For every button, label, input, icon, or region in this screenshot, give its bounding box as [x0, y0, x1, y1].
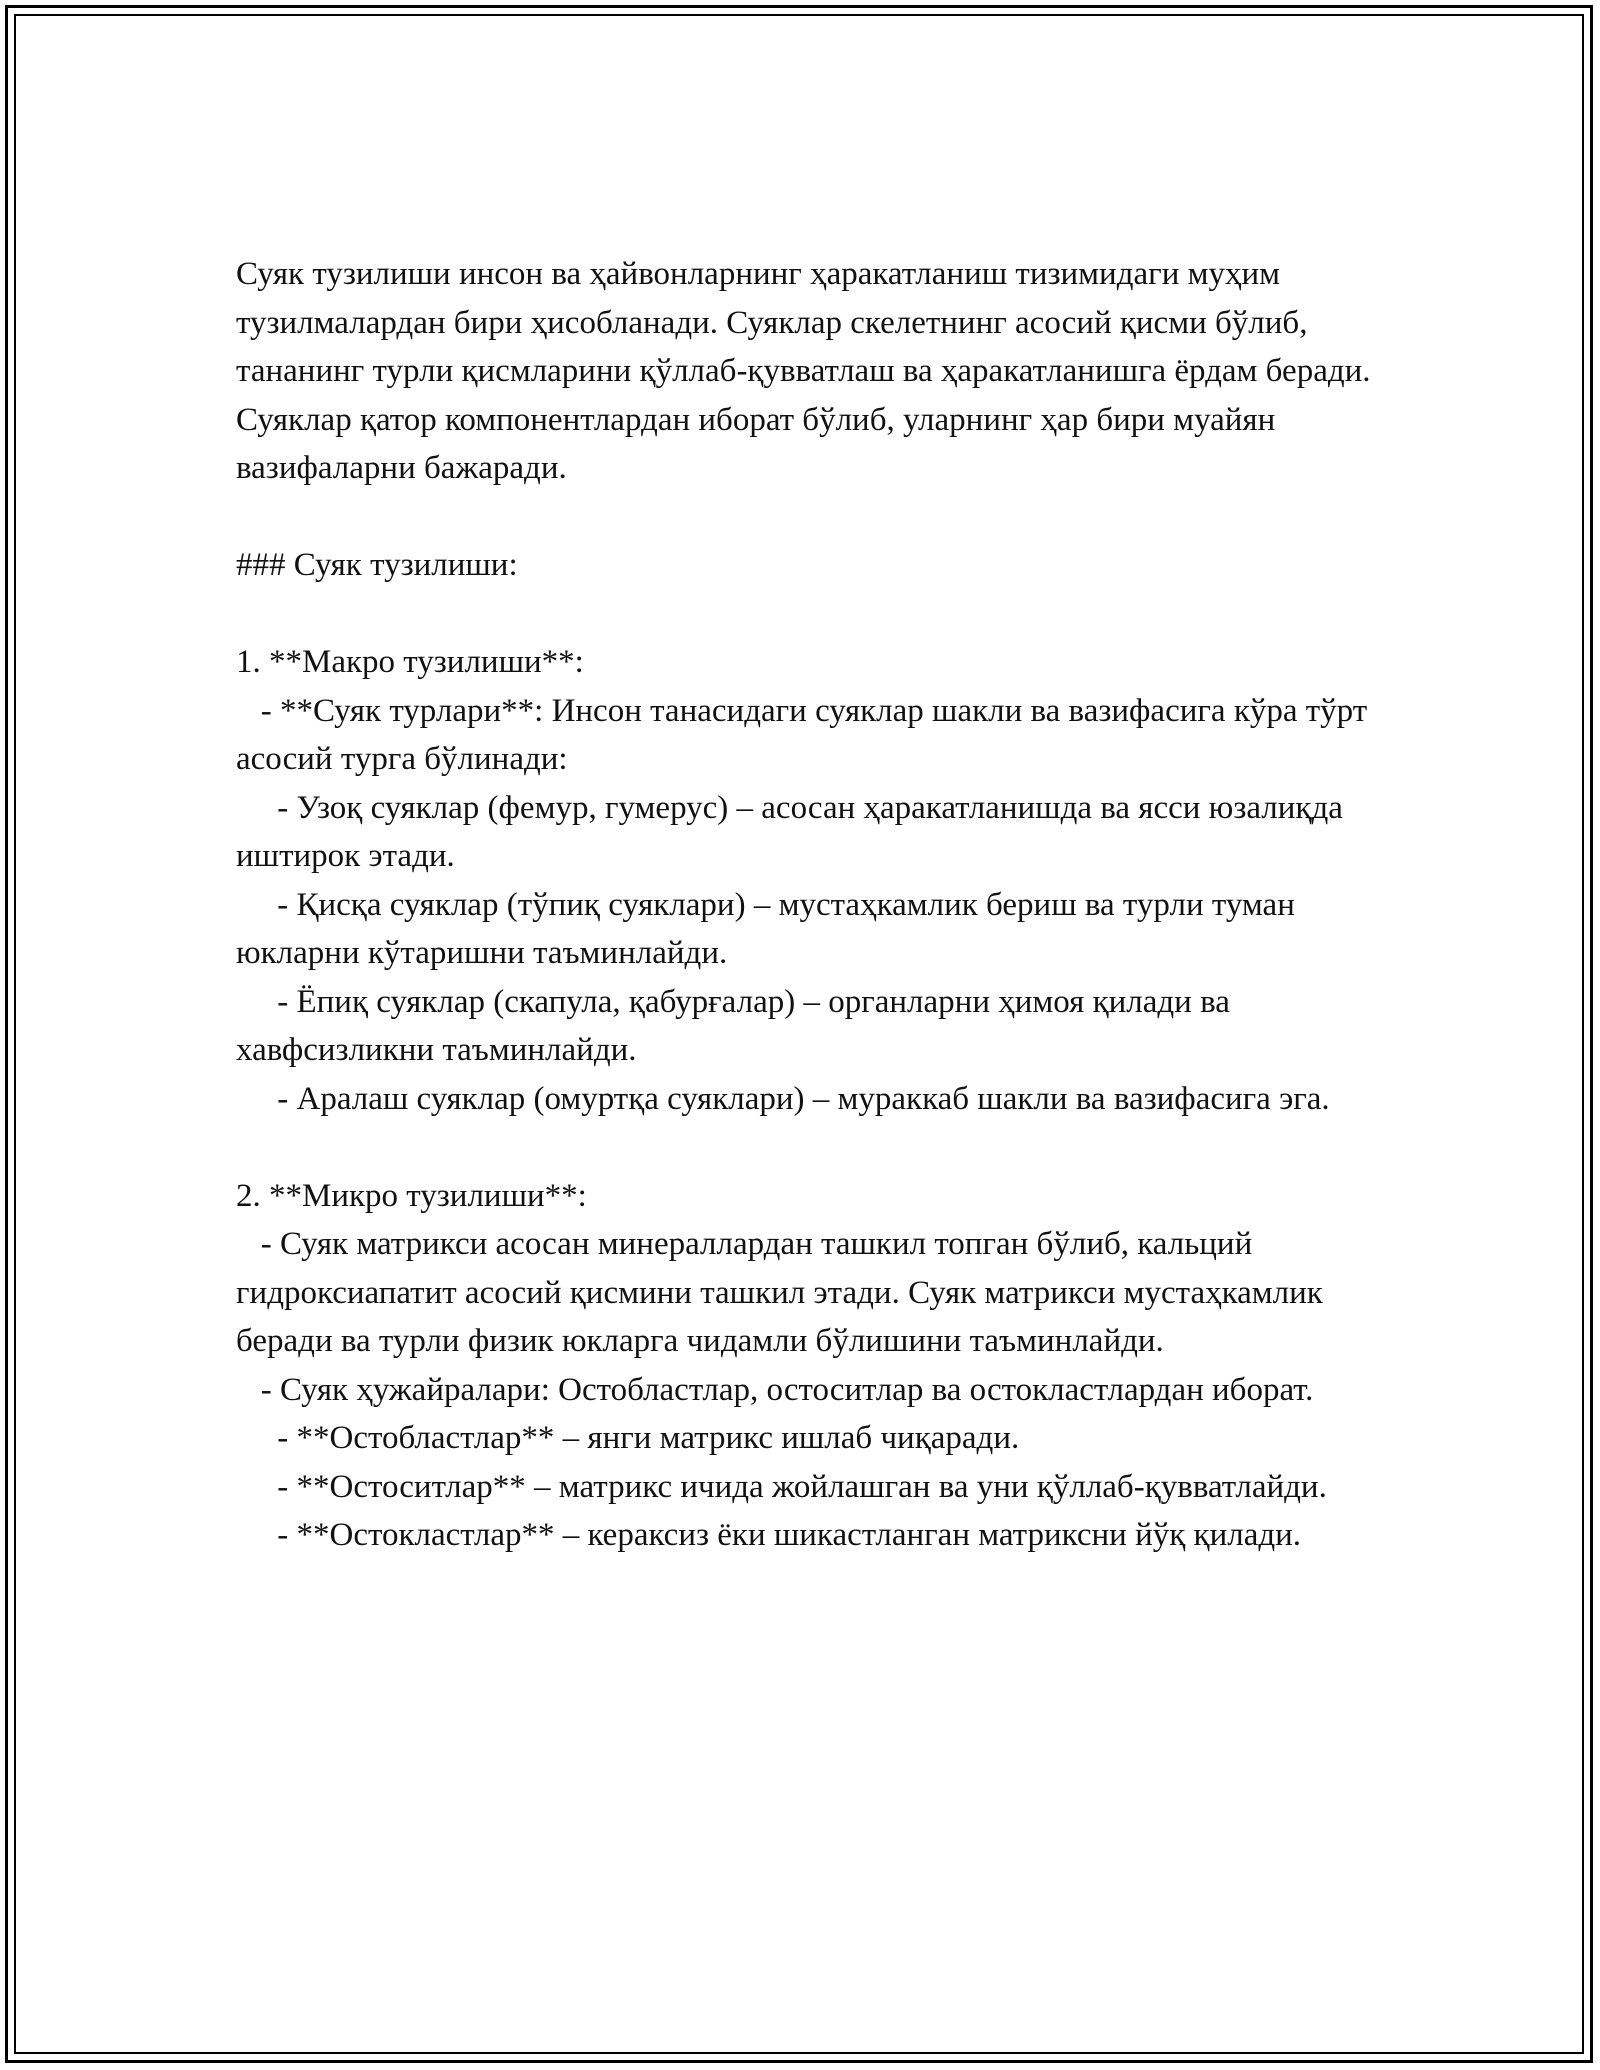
document-body	[236, 250, 1386, 1560]
macro-structure-section: 1. **Макро тузилиши**: - **Суяк турлари**: Инсон танасидаги суяклар шакли ва вазифасига кўра тўрт асосий турга бўлинади: - Узоқ суяклар (фемур, гумерус) – асосан ҳаракатланишда ва ясси юзалиқда иштирок этади. - Қисқа суяклар (тўпиқ суяклари) – мустаҳкамлик бериш ва турли туман юкларни кўтаришни таъминлайди. - Ёпиқ суяклар (скапула, қабурғалар) – органларни ҳимоя қилади ва хавфсизликни таъминлайди. - Аралаш суяклар (омуртқа суяклари) – мураккаб шакли ва вазифасига эга.	[236, 644, 1368, 1117]
micro-structure-section: 2. **Микро тузилиши**: - Суяк матрикси асосан минераллардан ташкил топган бўлиб, кальций гидроксиапатит асосий қисмини ташкил этади. Суяк матрикси мустаҳкамлик беради ва турли физик юкларга чидамли бўлишини таъминлайди. - Суяк ҳужайралари: Остобластлар, остоситлар ва остокластлардан иборат. - **Остобластлар** – янги матрикс ишлаб чиқаради. - **Остоситлар** – матрикс ичида жойлашган ва уни қўллаб-қувватлайди. - **Остокластлар** – кераксиз ёки шикастланган матриксни йўқ қилади.	[236, 1177, 1327, 1553]
intro-paragraph: Суяк тузилиши инсон ва ҳайвонларнинг ҳаракатланиш тизимидаги муҳим тузилмалардан бири ҳисобланади. Суяклар скелетнинг асосий қисми бўлиб, тананинг турли қисмларини қўллаб-қувватлаш ва ҳаракатланишга ёрдам беради. Суяклар қатор компонентлардан иборат бўлиб, уларнинг ҳар бири муайян вазифаларни бажаради.	[236, 256, 1379, 486]
section-heading: ### Суяк тузилиши:	[236, 547, 518, 583]
